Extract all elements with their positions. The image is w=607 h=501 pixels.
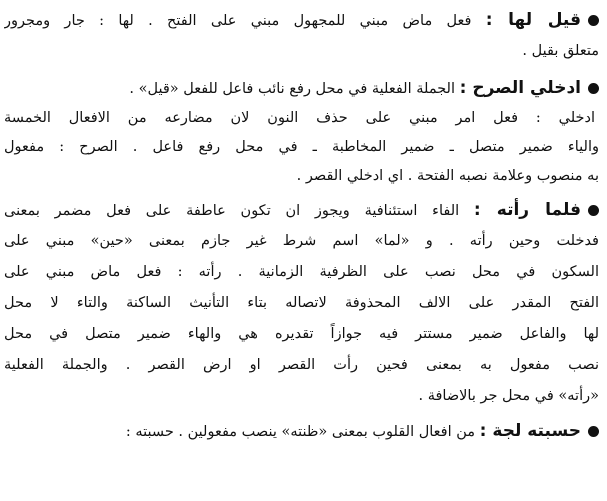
entry-qila-laha [4,5,599,67]
entry-line: والياء ضمير متصل ـ ضمير المخاطبة ـ في محل رفع فاعل . الصرح : مفعول [4,139,599,155]
entry-line: ادخلي : فعل امر مبني على حذف النون لان مضارعه من الافعال الخمسة [4,110,595,126]
entry-hasibathu-lujja [4,416,599,447]
bullet-icon [588,205,599,216]
entry-term: ادخلي الصرح : [459,78,581,98]
bullet-icon [588,426,599,437]
entry-line [4,5,599,36]
entry-term: فلما رأته : [473,200,582,220]
entry-udkhuli-alsarh [4,73,599,191]
entry-text: الفاء استئنافية ويجوز ان تكون عاطفة على فعل مضمر بمعنى [4,203,460,219]
entry-line: متعلق بقيل . [522,43,599,59]
entry-text: الجملة الفعلية في محل رفع نائب فاعل للفعل «قيل» . [129,81,456,97]
entry-line: نصب مفعول به بمعنى فحين رأت القصر او ارض القصر . والجملة الفعلية [4,357,599,373]
entry-falamma-raathu [4,195,599,412]
entry-line: فدخلت وحين رأته . و «لما» اسم شرط غير جازم بمعنى «حين» مبني على [4,233,599,249]
entry-line [4,195,599,226]
entry-term: قيل لها : [485,10,582,30]
entry-line: الفتح المقدر على الالف المحذوفة لاتصاله بتاء التأنيث الساكنة والتاء لا محل [4,295,599,311]
entry-term: حسبته لجة : [479,421,581,441]
bullet-icon [588,83,599,94]
entry-line: «رأته» في محل جر بالاضافة . [418,388,599,404]
entry-text: فعل ماض مبني للمجهول مبني على الفتح . لها : جار ومجرور [4,13,472,29]
entry-line: لها والفاعل ضمير مستتر فيه جوازاً تقديره هي والهاء ضمير متصل في محل [4,326,599,342]
bullet-icon [588,15,599,26]
entry-line: السكون في محل نصب على الظرفية الزمانية . رأته : فعل ماض مبني على [4,264,599,280]
entry-text: من افعال القلوب بمعنى «ظنته» ينصب مفعولين . حسبته : [125,424,476,440]
entry-line [4,416,599,447]
entry-line [4,73,599,104]
entry-line: به منصوب وعلامة نصبه الفتحة . اي ادخلي القصر . [296,168,599,184]
